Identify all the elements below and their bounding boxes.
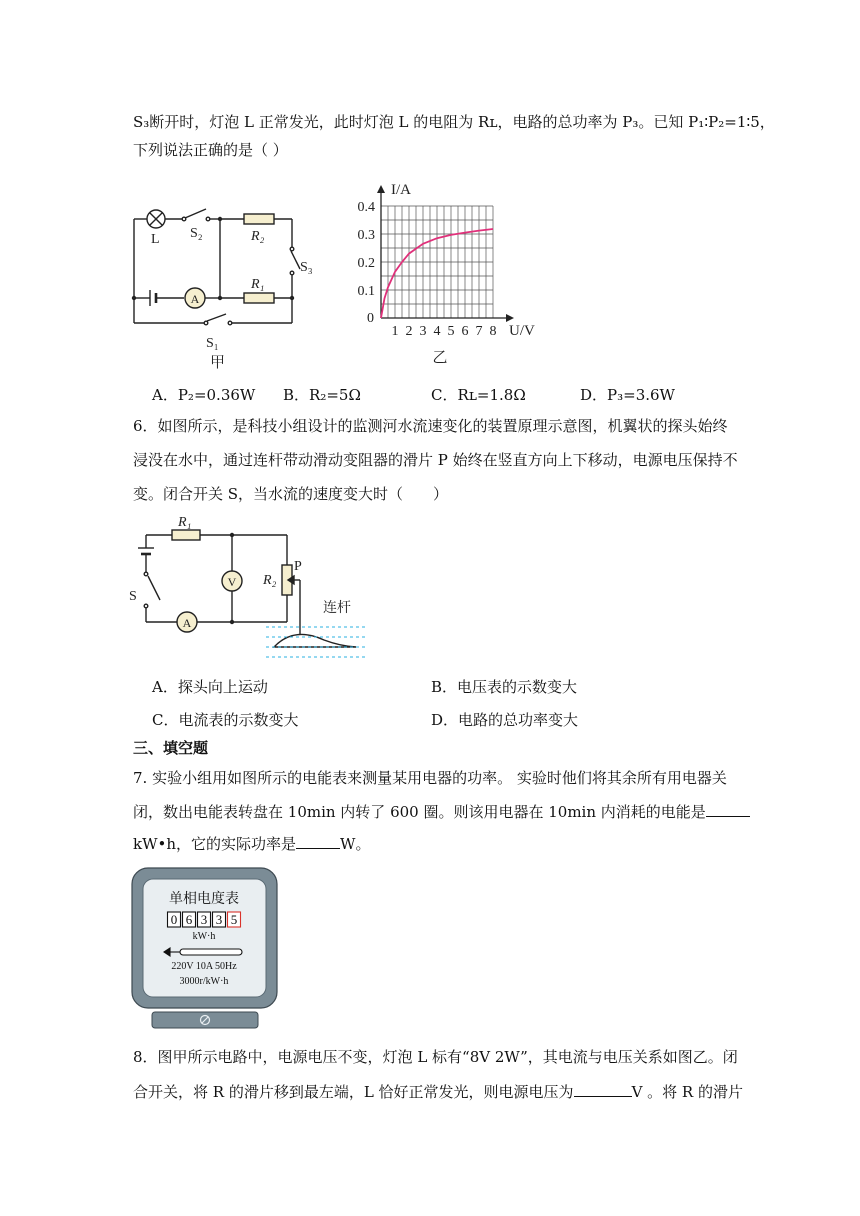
chart-grid — [381, 206, 493, 318]
q7-text-line1: 7. 实验小组用如图所示的电能表来测量某用电器的功率。 实验时他们将其余所有用电器关 — [133, 769, 727, 787]
chart-y-tick-label: 0.4 — [357, 200, 375, 215]
q7-blank-power — [296, 832, 340, 849]
figure-jia-caption: 甲 — [210, 355, 226, 370]
q5-iu-chart — [340, 176, 550, 370]
chart-axes — [377, 185, 514, 322]
q6-option-c: C．电流表的示数变大 — [152, 711, 299, 729]
meter-digit: 0 — [170, 912, 178, 927]
r1-label: R₁ — [251, 277, 265, 292]
q5-option-d: D．P₃=3.6W — [580, 386, 675, 404]
s1-label: S₁ — [206, 336, 219, 351]
electricity-meter-figure — [128, 866, 280, 1032]
slider-p-label: P — [294, 559, 302, 574]
chart-x-tick-label: 3 — [419, 324, 427, 339]
q6-r1-label: R₁ — [178, 515, 192, 530]
chart-y-arrow-icon — [377, 185, 385, 193]
chart-x-tick-label: 8 — [489, 324, 497, 339]
q6-text-line3: 变。闭合开关 S，当水流的速度变大时（ ） — [133, 485, 449, 503]
chart-x-tick-label: 4 — [433, 324, 441, 339]
chart-origin-label: 0 — [367, 311, 374, 326]
chart-x-tick-label: 1 — [391, 324, 399, 339]
meter-digit: 6 — [185, 912, 193, 927]
q6-text-line2: 浸没在水中，通过连杆带动滑动变阻器的滑片 P 始终在竖直方向上下移动，电源电压保持不 — [133, 451, 738, 469]
q8-text-line1: 8．图甲所示电路中，电源电压不变，灯泡 L 标有“8V 2W”，其电流与电压关系如图乙。闭 — [133, 1048, 738, 1066]
chart-y-axis-label: I/A — [391, 182, 411, 198]
q6-option-a: A．探头向上运动 — [152, 678, 268, 696]
chart-x-tick-label: 5 — [447, 324, 455, 339]
q6-text-line1: 6．如图所示，是科技小组设计的监测河水流速变化的装置原理示意图，机翼状的探头始终 — [133, 417, 728, 435]
q6-option-b: B．电压表的示数变大 — [431, 678, 578, 696]
meter-spec-constant: 3000r/kW·h — [179, 976, 229, 987]
section-3-heading: 三、填空题 — [133, 739, 209, 757]
chart-x-tick-label: 2 — [405, 324, 413, 339]
lamp-label: L — [151, 232, 160, 247]
meter-spec-voltage: 220V 10A 50Hz — [171, 961, 237, 972]
q6-circuit-diagram — [126, 510, 376, 665]
r2-label: R₂ — [251, 229, 265, 244]
chart-x-axis-label: U/V — [509, 323, 535, 339]
q5-text-line2: 下列说法正确的是（ ） — [133, 141, 288, 159]
q7-text-line3: kW•h，它的实际功率是 W。 — [133, 832, 370, 855]
meter-digit-readout — [168, 912, 241, 927]
voltmeter-label: V — [227, 575, 237, 589]
q6-ammeter-label: A — [182, 616, 192, 630]
q5-option-c: C．Rʟ=1.8Ω — [431, 386, 526, 404]
chart-y-tick-label: 0.3 — [357, 228, 375, 243]
figure-yi-caption: 乙 — [432, 350, 448, 366]
meter-digit: 3 — [215, 912, 223, 927]
s3-label: S₃ — [300, 260, 313, 275]
q5-option-a: A．P₂=0.36W — [152, 386, 256, 404]
chart-y-tick-label: 0.2 — [357, 256, 375, 271]
q7-blank-energy — [706, 800, 750, 817]
chart-x-tick-label: 6 — [461, 324, 469, 339]
q6-r2-label: R₂ — [263, 573, 277, 588]
meter-title: 单相电度表 — [169, 892, 239, 907]
meter-digit: 3 — [200, 912, 208, 927]
q8-text-line2: 合开关，将 R 的滑片移到最左端，L 恰好正常发光，则电源电压为 V 。将 R 的滑片 — [133, 1080, 743, 1103]
chart-x-arrow-icon — [506, 314, 514, 322]
s2-label: S₂ — [190, 226, 203, 241]
rod-label: 连杆 — [323, 601, 351, 616]
meter-digit: 5 — [230, 912, 238, 927]
q5-circuit-diagram-jia — [120, 195, 320, 370]
q6-option-d: D．电路的总功率变大 — [431, 711, 579, 729]
q5-option-b: B．R₂=5Ω — [283, 386, 361, 404]
meter-unit: kW·h — [192, 931, 216, 942]
q7-text-line2: 闭，数出电能表转盘在 10min 内转了 600 圈。则该用电器在 10min 内消耗的电能是 — [133, 800, 750, 823]
switch-s-label: S — [129, 589, 137, 604]
ammeter-label: A — [190, 292, 200, 306]
q8-blank-voltage — [574, 1080, 632, 1097]
chart-x-tick-label: 7 — [475, 324, 483, 339]
q5-text-line1: S₃断开时，灯泡 L 正常发光，此时灯泡 L 的电阻为 Rʟ，电路的总功率为 P₃。已知 P₁∶P₂=1∶5， — [133, 113, 775, 131]
chart-y-tick-label: 0.1 — [357, 284, 375, 299]
